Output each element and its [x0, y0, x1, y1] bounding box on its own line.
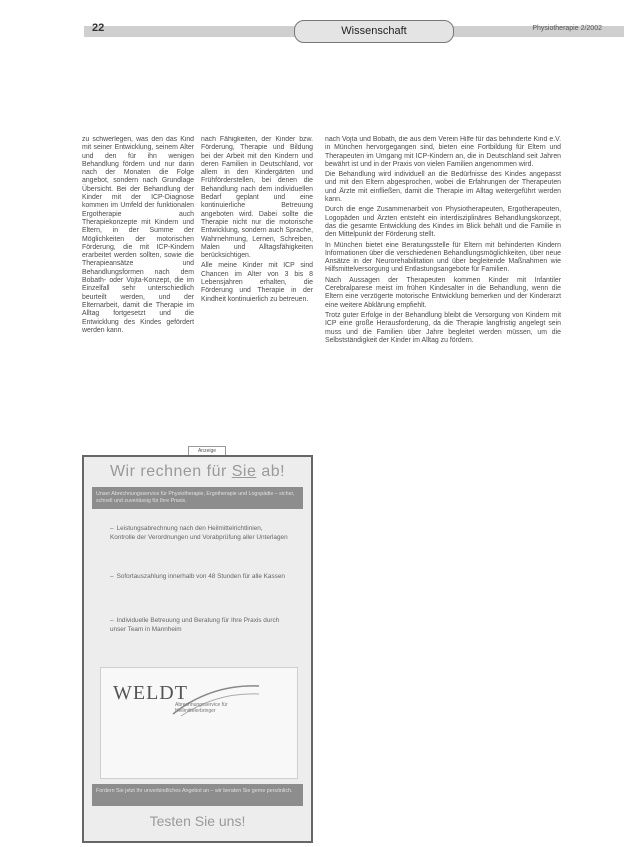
ad-list-item-text: Individuelle Betreuung und Beratung für Ihre Praxis durch unser Team in Mannheim [110, 617, 280, 633]
ad-headline [84, 463, 311, 481]
logo-tagline: Abrechnungsservice für Heilmittelerbringer [175, 702, 228, 714]
article-column-1 [82, 136, 194, 439]
ad-list-item [110, 617, 288, 634]
ad-closing-band: Fordern Sie jetzt Ihr unverbindliches Angebot an – wir beraten Sie gerne persönlich. [92, 784, 303, 806]
article-column-3 [325, 136, 561, 843]
article-paragraph: In München bietet eine Beratungsstelle für Eltern mit behinderten Kindern Informationen über die verschiedenen Behandlungsmöglichkeiten, über neue Ansätze in der Neurorehabilitation und über begleitende Maßnahmen wie Hilfsmittelversorgung und Entlastungsangebote für Familien. [325, 241, 561, 274]
article-paragraph: Nach Aussagen der Therapeuten kommen Kinder mit Infantiler Cerebralparese meist im frühen Kindesalter in die Behandlung, wenn die Eltern eine verzögerte motorische Entwicklung bemerken und der Kinderarzt eine weitere Abklärung empfiehlt. [325, 276, 561, 309]
article-paragraph: Die Behandlung wird individuell an die Bedürfnisse des Kindes angepasst und mit den Eltern abgesprochen, wobei die Erfahrungen der Therapeuten und Ärzte mit einfließen, damit die Therapie im Alltag weitergeführt werden kann. [325, 171, 561, 204]
article-paragraph: nach Fähigkeiten, der Kinder bzw. Förderung, Therapie und Bildung bei der Arbeit mit den Kindern und deren Familien in Deutschland, vor allem in den Kindergärten und Frühförderstellen, bei denen die Behandlung nach dem individuellen Bedarf geplant und eine kontinuierliche Betreuung angeboten wird. Dabei sollte die Therapie nicht nur die motorische Entwicklung, sondern auch Sprache, Wahrnehmung, Lernen, Schreiben, Malen und Alltagsfähigkeiten berücksichtigen. [201, 136, 313, 260]
article-paragraph: Alle meine Kinder mit ICP sind Chancen im Alter von 3 bis 8 Lebensjahren erhalten, die Förderung und Therapie in der Kindheit kontinuierlich zu betreuen. [201, 262, 313, 303]
page-number: 22 [92, 22, 105, 34]
section-title: Wissenschaft [294, 20, 454, 43]
ad-list-item [110, 525, 288, 542]
page-header [84, 20, 624, 46]
ad-list-item [110, 573, 288, 582]
ad-list-item-text: Leistungsabrechnung nach den Heilmittelrichtlinien, Kontrolle der Verordnungen und Vorabprüfung aller Unterlagen [110, 525, 288, 541]
ad-headline-prefix: Wir rechnen für [109, 463, 232, 480]
dash-icon: – [110, 617, 114, 624]
article-paragraph: nach Vojta und Bobath, die aus dem Verein Hilfe für das behinderte Kind e.V. in München hervorgegangen sind, bieten eine Fortbildung für Eltern und Therapeuten im Umgang mit ICP-Kindern an, die in Deutschland seit Jahren bewährt ist und in der Praxis von vielen Familien angenommen wird. [325, 136, 561, 168]
article-paragraph: zu schwerlegen, was den das Kind mit seiner Entwicklung, seinem Alter und den für ihn wenigen Behandlung fördern und nur darin nach der Monaten die Folge angebot, sondern nach Grundlage Übersicht. Bei der Behandlung der Kinder mit der ICP-Diagnose kommen im Umfeld der funktionalen Ergotherapie auch Therapiekonzepte mit Kindern und Eltern, in der Summe der Möglichkeiten der motorischen Förderung, die mit ICP-Kindern erarbeitet werden sollten, sowie die Therapieansätze und Behandlungsformen nach dem Bobath- oder Vojta-Konzept, die im Einzelfall sehr unterschiedlich beurteilt werden, und der Elternarbeit, damit die Therapie im Alltag fortgesetzt und die Entwicklung des Kindes gefördert werden kann. [82, 136, 194, 334]
company-logo: WELDT [113, 682, 188, 704]
ad-headline-emphasis: Sie [231, 463, 257, 480]
ad-headline-suffix: ab! [256, 463, 286, 480]
dash-icon: – [110, 525, 114, 532]
ad-intro-band: Unser Abrechnungsservice für Physiotherapie, Ergotherapie und Logopädie – sicher, schnell und zuverlässig für Ihre Praxis. [92, 487, 303, 509]
logo-swoosh-icon [171, 680, 261, 720]
ad-list-item-text: Sofortauszahlung innerhalb von 48 Stunden für alle Kassen [116, 573, 285, 580]
article-column-2 [201, 136, 313, 439]
ad-call-to-action: Testen Sie uns! [149, 813, 246, 829]
ad-label: Anzeige [188, 446, 226, 457]
article-paragraph: Trotz guter Erfolge in der Behandlung bleibt die Versorgung von Kindern mit ICP eine große Herausforderung, da die Therapie langfristig angelegt sein muss und die Familien über Jahre begleitet werden müssen, um die Selbstständigkeit der Kinder im Alltag zu fördern. [325, 311, 561, 344]
dash-icon: – [110, 573, 114, 580]
article-paragraph: Durch die enge Zusammenarbeit von Physiotherapeuten, Ergotherapeuten, Logopäden und Ärzten entsteht ein interdisziplinäres Behandlungskonzept, das die gesamte Entwicklung des Kindes im Blick behält und die Familie in den Mittelpunkt der Förderung stellt. [325, 206, 561, 239]
ad-logo-box [100, 667, 298, 779]
issue-label: Physiotherapie 2/2002 [532, 25, 602, 32]
advertisement [82, 455, 313, 843]
